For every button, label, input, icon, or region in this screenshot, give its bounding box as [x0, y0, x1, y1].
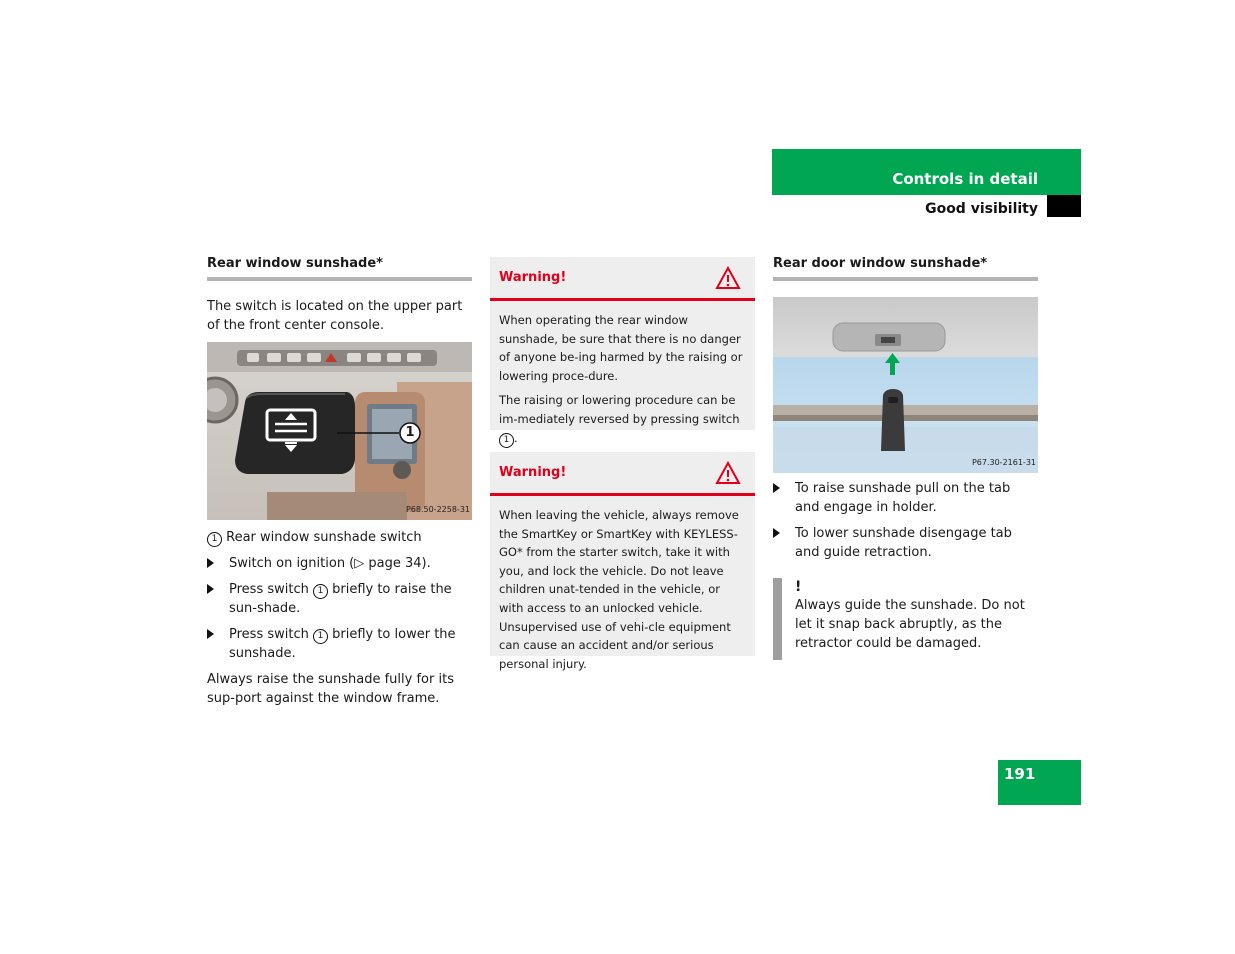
- bullet-item: [773, 479, 1038, 517]
- warning-text: When operating the rear window sunshade, be sure that there is no danger of anyone be-ing harmed by the raising or lowering proce-dure.: [499, 313, 743, 383]
- warning-body: [490, 301, 755, 448]
- warning-header: [490, 257, 755, 301]
- bullet-triangle-icon: [773, 528, 780, 538]
- door-sunshade-figure: [773, 297, 1038, 473]
- bullet-text: briefly to lower the sunshade.: [229, 627, 456, 661]
- callout-number-1: 1: [405, 425, 415, 440]
- bullet-item: [207, 625, 472, 663]
- exclamation-icon: !: [795, 579, 802, 595]
- legend-item: [207, 528, 472, 547]
- bullet-text: Press switch: [229, 582, 313, 597]
- bullet-triangle-icon: [207, 629, 214, 639]
- warning-body: [490, 496, 755, 673]
- console-photo-illustration: [207, 342, 472, 520]
- warning-title: Warning!: [499, 270, 567, 285]
- warning-text-part: .: [514, 430, 518, 445]
- bullet-triangle-icon: [207, 558, 214, 568]
- console-switch-figure: [207, 342, 472, 520]
- warning-title: Warning!: [499, 465, 567, 480]
- bullet-item: [207, 580, 472, 618]
- legend-text: Rear window sunshade switch: [226, 530, 422, 545]
- subsection-title: Good visibility: [925, 201, 1038, 217]
- note-text: Always guide the sunshade. Do not let it snap back abruptly, as the retractor could be damaged.: [795, 598, 1025, 651]
- bullet-text: To lower sunshade disengage tab and guide retraction.: [795, 526, 1012, 560]
- bullet-text: Switch on ignition (▷ page 34).: [229, 556, 431, 571]
- warning-header: [490, 452, 755, 496]
- right-column: [773, 254, 1038, 653]
- figure-code: P68.50-2258-31: [405, 505, 470, 514]
- warning-triangle-icon: [715, 266, 741, 290]
- warning-box: [490, 257, 755, 445]
- bullet-item: [207, 554, 472, 573]
- rear-window-sunshade-heading: Rear window sunshade*: [207, 254, 472, 281]
- warning-text: [499, 391, 747, 447]
- bullet-triangle-icon: [207, 584, 214, 594]
- bullet-item: [773, 524, 1038, 562]
- page-number: 191: [1004, 765, 1036, 783]
- rear-door-sunshade-heading: Rear door window sunshade*: [773, 254, 1038, 281]
- warning-box: [490, 452, 755, 671]
- left-column: [207, 254, 472, 715]
- bullet-triangle-icon: [773, 483, 780, 493]
- bullet-text: To raise sunshade pull on the tab and engage in holder.: [795, 481, 1011, 515]
- warning-triangle-icon: [715, 461, 741, 485]
- circled-number-icon: 1: [499, 433, 514, 448]
- warning-text: When leaving the vehicle, always remove the SmartKey or SmartKey with KEYLESS-GO* from the starter switch, take it with you, and lock the vehicle. Do not leave children unat-tended in the vehicle, or with access to an unlocked vehicle. Unsupervised use of vehi-cle equipment can cause an accident and/or serious personal injury.: [499, 508, 739, 671]
- bullet-text: briefly to raise the sun-shade.: [229, 582, 452, 616]
- circled-number-icon: 1: [313, 584, 328, 599]
- note-side-bar: [773, 578, 782, 660]
- door-sunshade-illustration: [773, 297, 1038, 473]
- circled-number-icon: 1: [313, 629, 328, 644]
- warning-text-part: The raising or lowering procedure can be im-mediately reversed by pressing switch: [499, 393, 740, 426]
- circled-number-icon: 1: [207, 532, 222, 547]
- section-title: Controls in detail: [892, 170, 1038, 188]
- bullet-text: Press switch: [229, 627, 313, 642]
- caution-note: [773, 578, 1038, 653]
- closing-text: Always raise the sunshade fully for its sup-port against the window frame.: [207, 672, 454, 706]
- intro-text: The switch is located on the upper part of the front center console.: [207, 299, 463, 333]
- header-black-tab: [1047, 195, 1081, 217]
- figure-code: P67.30-2161-31: [971, 458, 1036, 467]
